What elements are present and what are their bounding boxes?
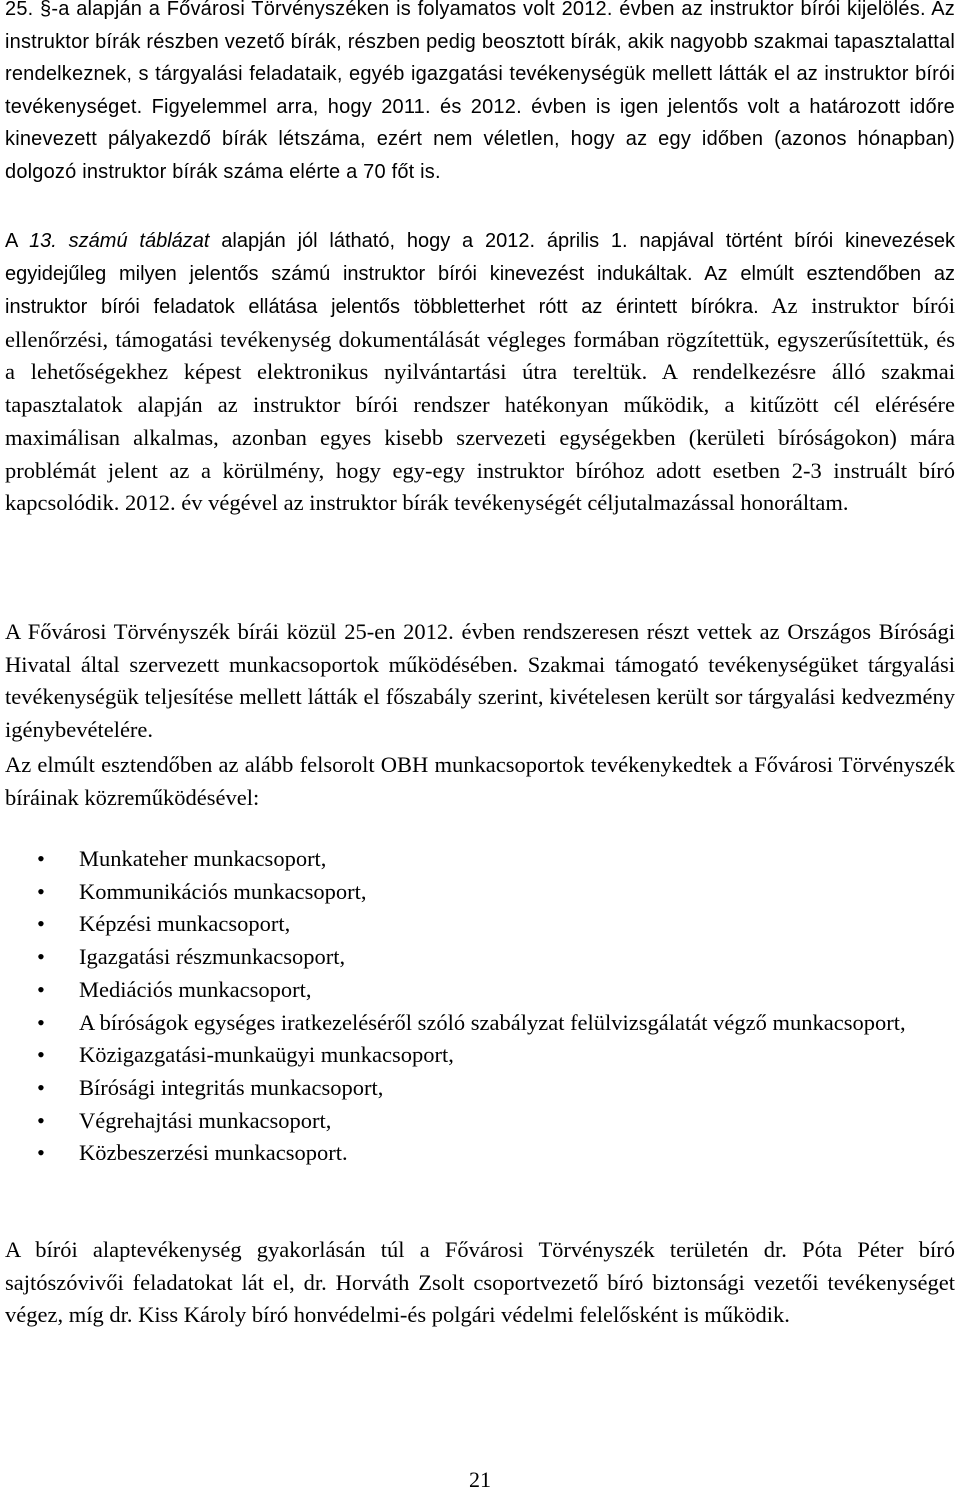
- page-number: 21: [469, 1467, 491, 1492]
- list-item-text: Végrehajtási munkacsoport,: [79, 1107, 332, 1133]
- paragraph-special-roles: A bírói alaptevékenység gyakorlásán túl a Fővárosi Törvényszék területén dr. Póta Péter bíró sajtószóvivői feladatokat lát el, dr. Horváth Zsolt csoportvezető bíró biztonsági vezetői tevékenységet végez, míg dr. Kiss Károly bíró honvédelmi-és polgári védelmi felelősként is működik.: [5, 1237, 955, 1328]
- list-item: [0, 876, 957, 909]
- bullet-icon: •: [37, 1140, 45, 1166]
- paragraph-table-13-body: alapján jól látható, hogy a 2012. április 1. napjával történt bírói kinevezések egyidejűleg milyen jelentős számú instruktor bírói kinevezést indukáltak. Az elmúlt esztendőben az instruktor bírói feladatok ellátása jelentős többletterhet rótt az érintett bírókra.: [5, 230, 956, 319]
- list-item: [0, 843, 957, 876]
- bullet-icon: •: [37, 944, 45, 970]
- bullet-icon: •: [37, 846, 45, 871]
- bullet-icon: •: [37, 878, 45, 904]
- list-item: [0, 1039, 957, 1072]
- list-item: [0, 941, 957, 974]
- list-item: [0, 1007, 957, 1040]
- bullet-icon: •: [37, 1074, 45, 1100]
- working-group-list: [0, 843, 960, 1170]
- bullet-icon: •: [37, 1107, 45, 1133]
- list-item-text: A bíróságok egységes iratkezeléséről szóló szabályzat felülvizsgálatát végző munkacsoport,: [79, 1009, 906, 1035]
- paragraph-list-intro: Az elmúlt esztendőben az alább felsorolt OBH munkacsoportok tevékenykedtek a Fővárosi Törvényszék bíráinak közreműködésével:: [5, 752, 955, 810]
- list-item-text: Képzési munkacsoport,: [79, 911, 291, 937]
- list-item: [0, 1072, 957, 1105]
- paragraph-working-groups: A Fővárosi Törvényszék bírái közül 25-en 2012. évben rendszeresen részt vettek az Országos Bírósági Hivatal által szervezett munkacsoportok működésében. Szakmai támogató tevékenységüket tárgyalási tevékenységük teljesítése mellett látták el főszabály szerint, kivételesen került sor tárgyalási kedvezmény igénybevételére.: [5, 619, 955, 743]
- paragraph-table-13-lead: A: [5, 230, 30, 252]
- list-item-text: Bírósági integritás munkacsoport,: [79, 1074, 384, 1100]
- list-item: [0, 974, 957, 1007]
- bullet-icon: •: [37, 1009, 45, 1035]
- list-item-text: Munkateher munkacsoport,: [79, 846, 327, 871]
- bullet-icon: •: [37, 1042, 45, 1068]
- list-item-text: Kommunikációs munkacsoport,: [79, 878, 367, 904]
- list-item-text: Közigazgatási-munkaügyi munkacsoport,: [79, 1042, 454, 1068]
- bullet-icon: •: [37, 976, 45, 1002]
- list-item-text: Mediációs munkacsoport,: [79, 976, 312, 1002]
- bullet-icon: •: [37, 911, 45, 937]
- table-reference: 13. számú táblázat: [29, 230, 210, 252]
- list-item: [0, 1105, 957, 1138]
- paragraph-instructor-judges: 25. §-a alapján a Fővárosi Törvényszéken is folyamatos volt 2012. évben az instruktor bírói kijelölés. Az instruktor bírák részben vezető bírák, részben pedig beosztott bírák, akik nagyobb szakmai tapasztalattal rendelkeznek, s tárgyalási feladataik, egyéb igazgatási tevékenységük mellett látták el az instruktor bírói tevékenységet. Figyelemmel arra, hogy 2011. és 2012. évben is igen jelentős volt a határozott időre kinevezett pályakezdő bírák létszáma, ezért nem véletlen, hogy az egy időben (azonos hónapban) dolgozó instruktor bírák száma elérte a 70 főt is.: [5, 0, 955, 183]
- list-item-text: Igazgatási részmunkacsoport,: [79, 944, 346, 970]
- list-item: [0, 908, 957, 941]
- list-item: [0, 1137, 957, 1170]
- paragraph-table-13: [5, 225, 955, 520]
- list-item-text: Közbeszerzési munkacsoport.: [79, 1140, 348, 1166]
- paragraph-table-13-tail: Az instruktor bírói ellenőrzési, támogatási tevékenység dokumentálását végleges formában rögzítettük, egyszerűsítettük, és a lehetőségekhez képest elektronikus nyilvántartási útra tereltük. A rendelkezésre álló szakmai tapasztalatok alapján az instruktor bírói rendszer hatékonyan működik, a kitűzött cél elérésére maximálisan alkalmas, azonban egyes kisebb szervezeti egységekben (kerületi bíróságokon) mára problémát jelent az a körülmény, hogy egy-egy instruktor bíróhoz adott esetben 2-3 instruált bíró kapcsolódik. 2012. év végével az instruktor bírák tevékenységét céljutalmazással honoráltam.: [5, 293, 955, 516]
